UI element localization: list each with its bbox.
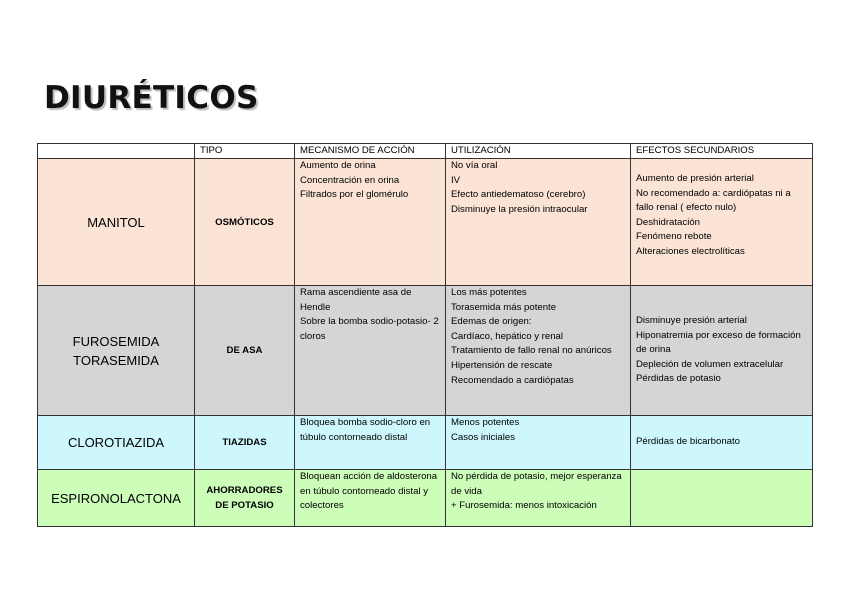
drug-name-cell — [38, 470, 195, 527]
drug-name: FUROSEMIDA — [72, 333, 160, 349]
use-cell — [446, 286, 631, 416]
use-item: + Furosemida: menos intoxicación — [451, 500, 597, 512]
drug-name: ESPIRONOLACTONA — [51, 490, 181, 506]
mechanism-cell — [295, 159, 446, 286]
drug-type: DE ASA — [226, 345, 263, 356]
drug-name-cell — [38, 416, 195, 470]
use-item: Tratamiento de fallo renal no anúricos — [451, 345, 612, 357]
use-item: No vía oral — [451, 160, 498, 171]
side-effect-item: No recomendado a: cardiópatas ni a fallo renal ( efecto nulo) — [636, 187, 791, 214]
side-effects-cell — [631, 470, 813, 527]
mechanism-cell — [295, 470, 446, 527]
mechanism-item: Concentración en orina — [300, 174, 400, 186]
mechanism-item: Bloquean acción de aldosterona en túbulo contorneado distal y colectores — [300, 471, 438, 512]
drug-type: DE POTASIO — [215, 500, 274, 511]
mechanism-cell — [295, 286, 446, 416]
header-side-effects: EFECTOS SECUNDARIOS — [631, 144, 813, 159]
drug-type-cell — [195, 286, 295, 416]
use-item: Casos iniciales — [451, 431, 515, 443]
drug-name: TORASEMIDA — [73, 352, 159, 368]
use-item: Disminuye la presión intraocular — [451, 203, 588, 215]
mechanism-item: Aumento de orina — [300, 160, 376, 171]
table-row-furosemida — [38, 286, 813, 416]
use-item: No pérdida de potasio, mejor esperanza de vida — [451, 471, 622, 497]
use-item: Los más potentes — [451, 287, 527, 298]
mechanism-item: Rama ascendiente asa de Hendle — [300, 287, 412, 313]
side-effect-item: Pérdidas de bicarbonato — [636, 436, 741, 448]
table-header-row — [38, 144, 813, 159]
drug-name-cell — [38, 286, 195, 416]
mechanism-item: Sobre la bomba sodio-potasio- 2 cloros — [300, 316, 439, 342]
mechanism-item: Bloquea bomba sodio-cloro en túbulo contorneado distal — [300, 417, 431, 443]
use-item: Menos potentes — [451, 417, 520, 428]
drug-type: TIAZIDAS — [222, 437, 267, 448]
use-item: Torasemida más potente — [451, 301, 557, 313]
side-effect-item: Aumento de presión arterial — [636, 173, 754, 184]
drug-name: CLOROTIAZIDA — [67, 435, 165, 450]
drug-type: OSMÓTICOS — [215, 216, 274, 228]
table-row-espironolactona — [38, 470, 813, 527]
side-effect-item: Hiponatremia por exceso de formación de orina — [636, 329, 801, 356]
side-effects-cell — [631, 416, 813, 470]
header-name — [38, 144, 195, 159]
side-effect-item: Alteraciones electrolíticas — [636, 245, 745, 257]
drug-type: AHORRADORES — [206, 485, 283, 496]
side-effect-item: Fenómeno rebote — [636, 231, 712, 243]
drug-name: MANITOL — [87, 214, 145, 230]
drug-name-cell — [38, 159, 195, 286]
side-effect-item: Depleción de volumen extracelular — [636, 358, 784, 370]
drug-type-cell — [195, 159, 295, 286]
use-item: Recomendado a cardiópatas — [451, 374, 574, 386]
side-effects-cell — [631, 159, 813, 286]
page-title: DIURÉTICOS — [44, 80, 259, 116]
use-item: IV — [451, 174, 461, 186]
side-effects-cell — [631, 286, 813, 416]
use-item: Efecto antiedematoso (cerebro) — [451, 189, 586, 201]
table-row-clorotiazida — [38, 416, 813, 470]
header-type: TIPO — [195, 144, 295, 159]
side-effect-item: Deshidratación — [636, 216, 700, 228]
use-item: Edemas de origen: — [451, 316, 532, 328]
side-effect-item: Pérdidas de potasio — [636, 373, 721, 385]
side-effect-item: Disminuye presión arterial — [636, 315, 747, 327]
use-item: Cardíaco, hepático y renal — [451, 330, 563, 342]
use-cell — [446, 470, 631, 527]
drug-type-cell — [195, 416, 295, 470]
mechanism-item: Filtrados por el glomérulo — [300, 189, 409, 201]
table-row-manitol — [38, 159, 813, 286]
drug-type-cell — [195, 470, 295, 527]
header-mechanism: MECANISMO DE ACCIÓN — [295, 144, 446, 159]
mechanism-cell — [295, 416, 446, 470]
use-item: Hipertensión de rescate — [451, 359, 553, 371]
diuretics-table — [37, 143, 813, 527]
use-cell — [446, 159, 631, 286]
use-cell — [446, 416, 631, 470]
header-use: UTILIZACIÓN — [446, 144, 631, 159]
